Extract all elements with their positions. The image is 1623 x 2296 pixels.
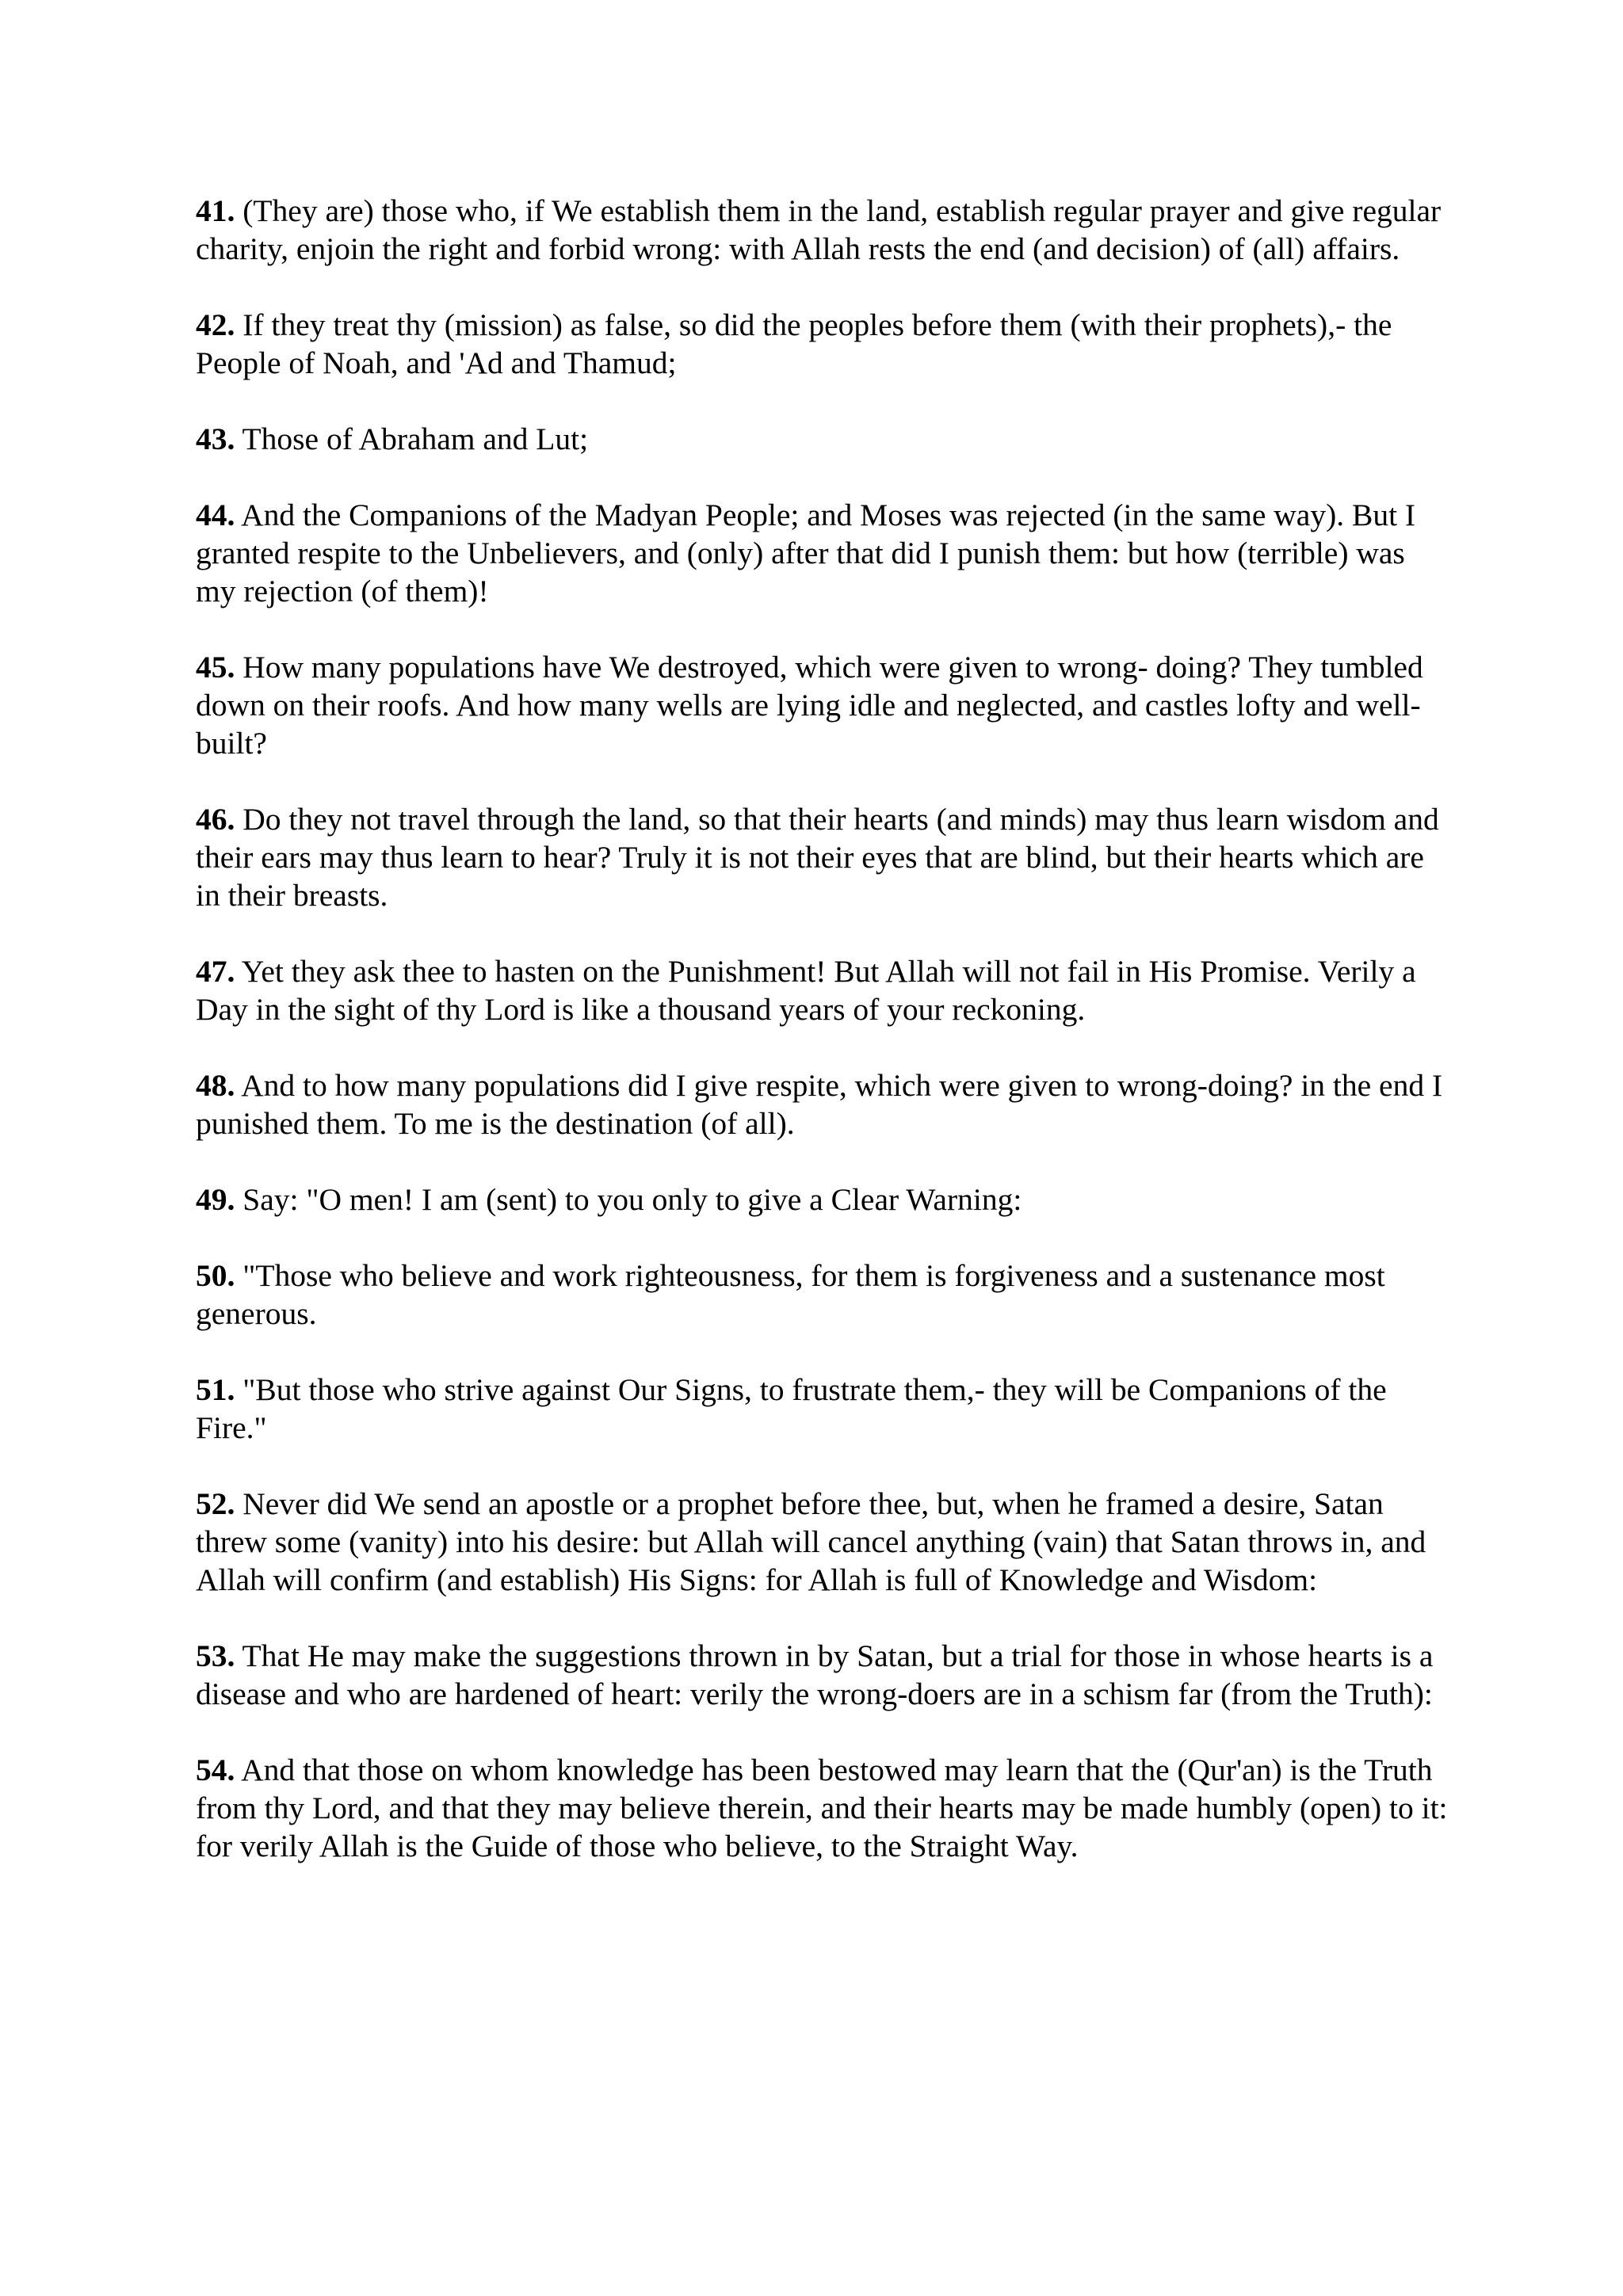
verse-number: 53. xyxy=(196,1638,235,1673)
verse-47 xyxy=(196,952,1448,1028)
verse-51 xyxy=(196,1371,1448,1447)
verse-text: Never did We send an apostle or a prophet before thee, but, when he framed a desire, Satan threw some (vanity) into his desire: but Allah will cancel anything (vain) that Satan throws in, and Allah will confirm (and establish) His Signs: for Allah is full of Knowledge and Wisdom: xyxy=(196,1486,1426,1597)
verse-46 xyxy=(196,800,1448,914)
verse-text: And the Companions of the Madyan People; and Moses was rejected (in the same way). But I granted respite to the Unbelievers, and (only) after that did I punish them: but how (terrible) was my rejection (of them)! xyxy=(196,498,1416,608)
verse-text: How many populations have We destroyed, which were given to wrong- doing? They tumbled down on their roofs. And how many wells are lying idle and neglected, and castles lofty and well-built? xyxy=(196,650,1423,761)
verse-48 xyxy=(196,1066,1448,1142)
verse-number: 51. xyxy=(196,1372,235,1407)
verse-number: 44. xyxy=(196,498,235,532)
verse-number: 47. xyxy=(196,954,235,989)
verse-number: 46. xyxy=(196,802,235,837)
verse-54 xyxy=(196,1751,1448,1865)
verse-text: "Those who believe and work righteousness, for them is forgiveness and a sustenance most generous. xyxy=(196,1258,1385,1331)
verse-50 xyxy=(196,1257,1448,1333)
verse-text: "But those who strive against Our Signs, to frustrate them,- they will be Companions of the Fire." xyxy=(196,1372,1387,1445)
verse-44 xyxy=(196,496,1448,610)
verse-number: 49. xyxy=(196,1182,235,1217)
verse-number: 50. xyxy=(196,1258,235,1293)
verse-41 xyxy=(196,192,1448,268)
verse-text: If they treat thy (mission) as false, so did the peoples before them (with their prophets),- the People of Noah, and 'Ad and Thamud; xyxy=(196,307,1392,380)
verse-text: And to how many populations did I give respite, which were given to wrong-doing? in the end I punished them. To me is the destination (of all). xyxy=(196,1068,1443,1141)
verse-number: 41. xyxy=(196,193,235,228)
verse-text: Do they not travel through the land, so that their hearts (and minds) may thus learn wisdom and their ears may thus learn to hear? Truly it is not their eyes that are blind, but their hearts which are in their breasts. xyxy=(196,802,1439,913)
verse-text: That He may make the suggestions thrown in by Satan, but a trial for those in whose hearts is a disease and who are hardened of heart: verily the wrong-doers are in a schism far (from the Truth): xyxy=(196,1638,1434,1711)
verse-49 xyxy=(196,1180,1448,1219)
verse-text: Those of Abraham and Lut; xyxy=(235,421,589,456)
verse-text: And that those on whom knowledge has been bestowed may learn that the (Qur'an) is the Truth from thy Lord, and that they may believe therein, and their hearts may be made humbly (open) to it: for verily Allah is the Guide of those who believe, to the Straight Way. xyxy=(196,1753,1448,1863)
verse-45 xyxy=(196,648,1448,762)
verse-42 xyxy=(196,306,1448,382)
verse-text: (They are) those who, if We establish them in the land, establish regular prayer and give regular charity, enjoin the right and forbid wrong: with Allah rests the end (and decision) of (all) affairs. xyxy=(196,193,1442,266)
verse-number: 54. xyxy=(196,1753,235,1787)
verse-number: 42. xyxy=(196,307,235,342)
verse-52 xyxy=(196,1485,1448,1599)
verse-text: Say: "O men! I am (sent) to you only to give a Clear Warning: xyxy=(235,1182,1022,1217)
verse-number: 52. xyxy=(196,1486,235,1521)
verse-number: 43. xyxy=(196,421,235,456)
verse-43 xyxy=(196,420,1448,458)
verse-text: Yet they ask thee to hasten on the Punishment! But Allah will not fail in His Promise. Verily a Day in the sight of thy Lord is like a thousand years of your reckoning. xyxy=(196,954,1416,1027)
document-page xyxy=(196,192,1448,1903)
verse-number: 48. xyxy=(196,1068,235,1103)
verse-number: 45. xyxy=(196,650,235,685)
verse-53 xyxy=(196,1637,1448,1713)
